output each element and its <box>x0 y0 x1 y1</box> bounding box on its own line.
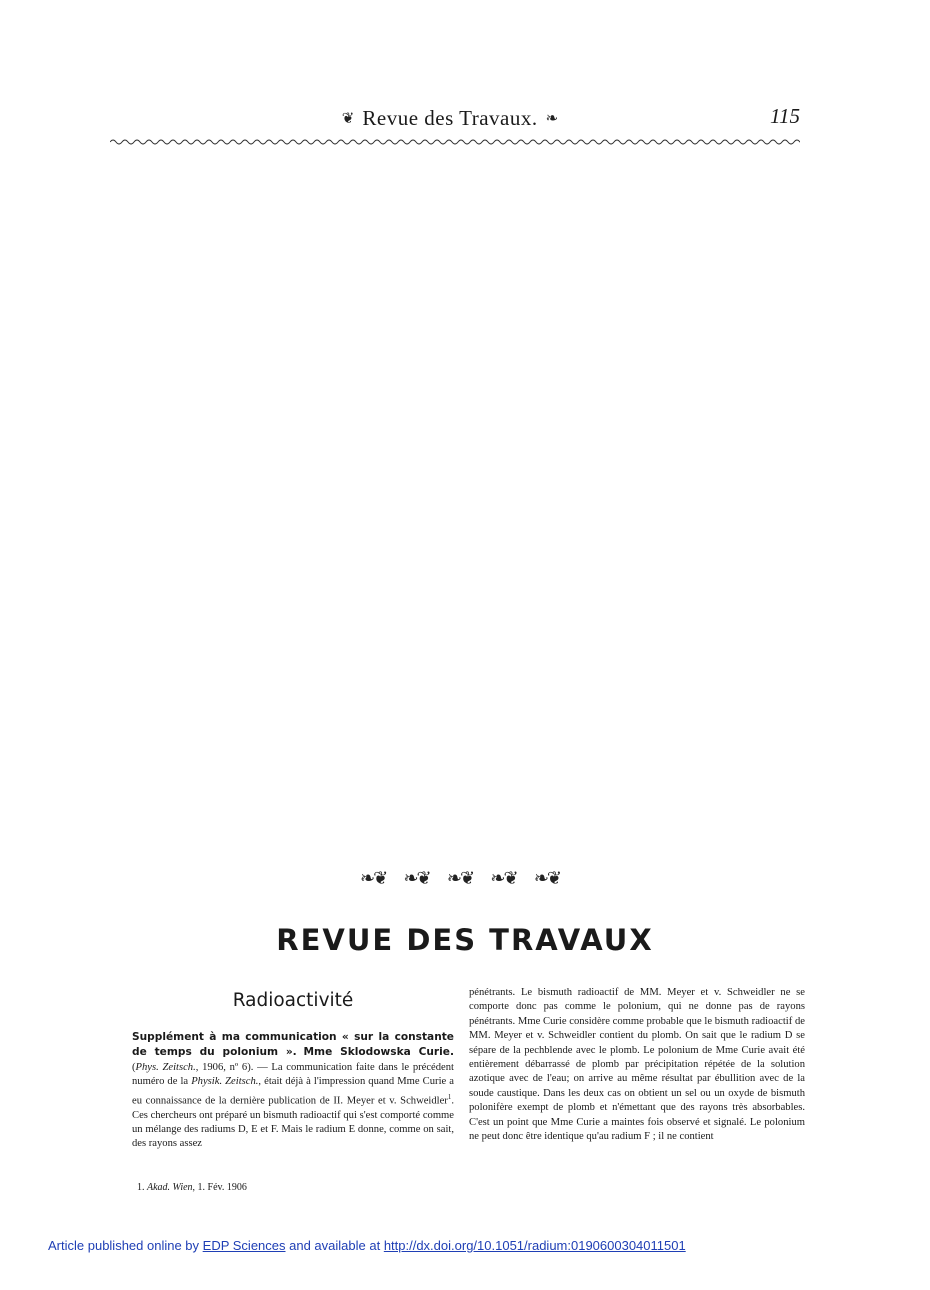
body-text: , était déjà à l'impression quand Mme Curie a eu connaissance de la dernière publication de II. Meyer et v. Schweidler <box>132 1076 454 1107</box>
decorative-wave-rule <box>110 137 800 147</box>
subsection-heading: Radioactivité <box>232 990 354 1011</box>
body-text: . Ces chercheurs ont préparé un bismuth radioactif qui s'est comporté comme un mélange des radiums D, E et F. Mais le radium E donne, comme on sait, des rayons assez <box>132 1095 454 1150</box>
flourish-icon: ❧❦ <box>533 868 560 888</box>
right-fleuron-icon: ❧ <box>545 110 559 127</box>
footnote-journal: Akad. Wien <box>147 1182 193 1193</box>
body-text: pénétrants. Le bismuth radioactif de MM. Meyer et v. Schweidler ne se comporte donc pas comme le polonium, qui ne donne pas de rayons pénétrants. Mme Curie considère comme probable que le bismuth radioactif de MM. Meyer et v. Schweidler contient du plomb. On sait que le radium D se sépare de la pechblende avec le plomb. Le polonium de Mme Curie avait été entièrement débarrassé de plomb par précipitation répétée de la solution azotique avec de l'eau; on arrive au même résultat par ébullition avec de la soude caustique. Dans les deux cas on obtient un sel ou un oxyde de bismuth polonifère exempt de plomb et n'émettant que des rayons très absorbables. C'est un point que Mme Curie a maintes fois observé et signalé. Le polonium ne peut donc être identique qu'au radium F ; il ne contient <box>469 987 805 1143</box>
publisher-link[interactable]: EDP Sciences <box>202 1238 286 1253</box>
footer-prefix: Article published online by <box>48 1238 203 1253</box>
journal-name: Phys. Zeitsch. <box>135 1061 196 1073</box>
doi-link[interactable]: http://dx.doi.org/10.1051/radium:0190600304011501 <box>383 1238 686 1253</box>
publication-footer <box>48 1238 686 1253</box>
article-author: Mme Sklodowska Curie. <box>303 1046 455 1059</box>
footnote-date: , 1. Fév. 1906 <box>192 1182 247 1193</box>
flourish-icon: ❧❦ <box>446 868 474 888</box>
footnote-number: 1. <box>137 1182 145 1193</box>
running-header <box>300 104 600 132</box>
citation-details: , 1906, nº 6). — <box>195 1061 268 1073</box>
flourish-icon: ❧❦ <box>403 868 430 888</box>
right-column <box>469 986 805 1144</box>
footnote <box>132 1182 454 1193</box>
section-title: REVUE DES TRAVAUX <box>276 923 654 957</box>
body-text: La communication faite dans le précédent numéro de la <box>132 1061 454 1088</box>
ornament-row <box>360 868 560 889</box>
left-column <box>132 1030 454 1152</box>
page-number: 115 <box>770 104 800 128</box>
left-fleuron-icon: ❦ <box>341 110 355 127</box>
footer-middle: and available at <box>285 1238 384 1253</box>
flourish-icon: ❧❦ <box>360 868 387 888</box>
article-title: Supplément à ma communication « sur la constante de temps du polonium ». <box>132 1031 454 1059</box>
footnote-ref: 1 <box>447 1092 452 1101</box>
running-title: Revue des Travaux. <box>362 105 538 130</box>
flourish-icon: ❧❦ <box>490 868 517 888</box>
journal-name-2: Physik. Zeitsch. <box>191 1076 259 1088</box>
citation-open: ( <box>132 1061 136 1073</box>
